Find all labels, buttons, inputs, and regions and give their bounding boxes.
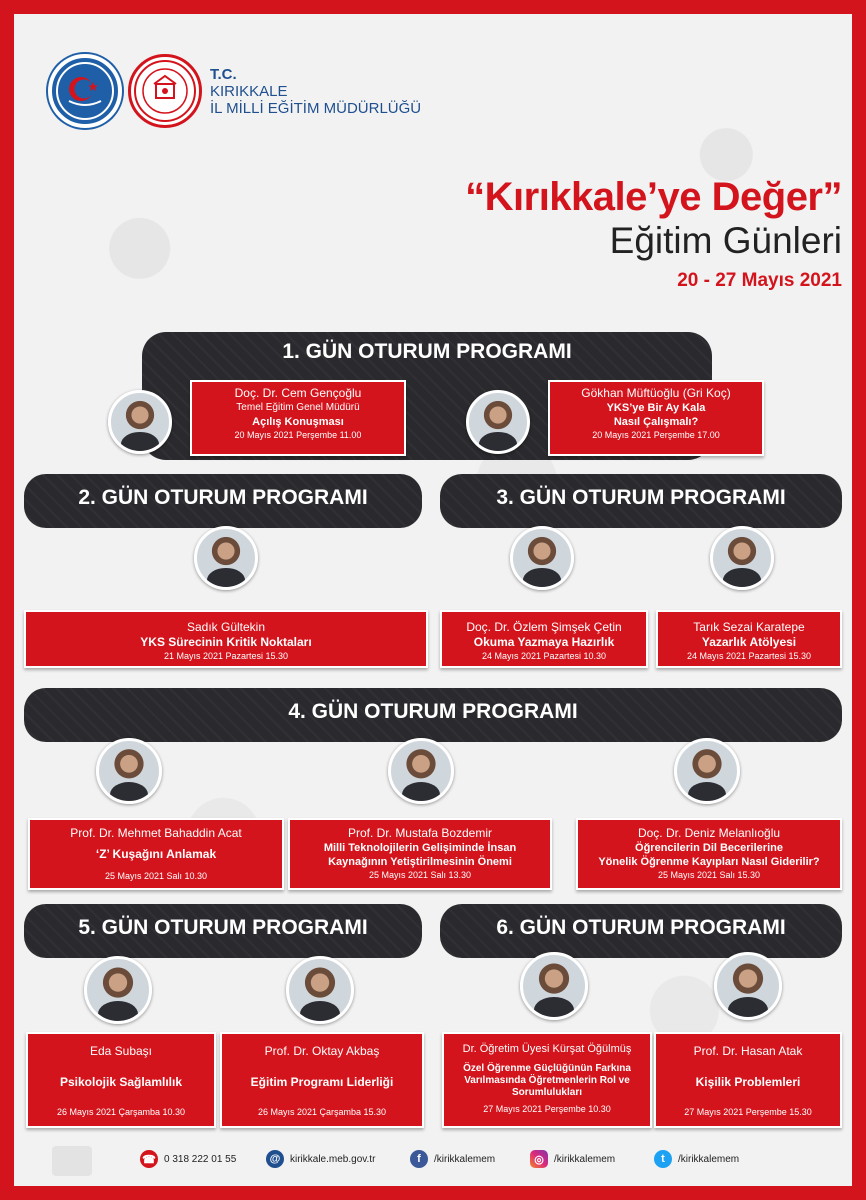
speaker-name: Prof. Dr. Oktay Akbaş (264, 1044, 380, 1058)
org-line1: T.C. (210, 66, 237, 83)
speaker-photo-day1-2 (466, 390, 530, 454)
day5-banner-title: 5. GÜN OTURUM PROGRAMI (78, 916, 368, 939)
crescent-star-icon (55, 61, 115, 121)
session-topic-line1: Özel Öğrenme Güçlüğünün Farkına (463, 1063, 631, 1074)
day4-banner (24, 688, 842, 742)
speaker-photo-day6-1 (520, 952, 588, 1020)
title-sub: Eğitim Günleri (609, 220, 842, 261)
session-date: 27 Mayıs 2021 Perşembe 15.30 (684, 1107, 812, 1117)
website-url: kirikkale.meb.gov.tr (290, 1153, 376, 1165)
session-date: 25 Mayıs 2021 Salı 15.30 (657, 870, 761, 880)
org-line3: İL MİLLİ EĞİTİM MÜDÜRLÜĞÜ (210, 100, 422, 117)
session-date: 24 Mayıs 2021 Pazartesi 10.30 (481, 651, 607, 661)
speaker-photo-day3-2 (710, 526, 774, 590)
event-dates: 20 - 27 Mayıs 2021 (677, 270, 842, 291)
twitter-icon: t (654, 1150, 672, 1168)
facebook-handle: /kirikkalemem (434, 1153, 496, 1165)
day4-banner-title: 4. GÜN OTURUM PROGRAMI (288, 700, 578, 723)
session-topic: Eğitim Programı Liderliği (250, 1075, 394, 1089)
web-icon: @ (266, 1150, 284, 1168)
speaker-name: Prof. Dr. Mustafa Bozdemir (347, 826, 493, 840)
vision-2023-logo (52, 1146, 92, 1176)
speaker-name: Doç. Dr. Deniz Melanlıoğlu (637, 826, 781, 840)
session-topic: Yazarlık Atölyesi (701, 635, 797, 649)
session-day1-1 (190, 380, 406, 456)
footer-instagram[interactable] (530, 1150, 615, 1168)
speaker-photo-day4-1 (96, 738, 162, 804)
speaker-name: Tarık Sezai Karatepe (693, 620, 805, 634)
speaker-photo-day2-1 (194, 526, 258, 590)
day6-banner-title: 6. GÜN OTURUM PROGRAMI (496, 916, 786, 939)
session-date: 25 Mayıs 2021 Salı 10.30 (104, 871, 208, 881)
speaker-photo-day4-3 (674, 738, 740, 804)
session-date: 20 Mayıs 2021 Perşembe 11.00 (234, 430, 362, 440)
session-date: 26 Mayıs 2021 Çarşamba 15.30 (257, 1107, 387, 1117)
session-date: 26 Mayıs 2021 Çarşamba 10.30 (56, 1107, 186, 1117)
meb-logo (128, 54, 202, 128)
event-title (302, 174, 842, 296)
session-topic: Psikolojik Sağlamlılık (59, 1075, 183, 1089)
day5-banner (24, 904, 422, 958)
speaker-photo-day1-1 (108, 390, 172, 454)
session-day5-2 (220, 1032, 424, 1128)
poster (14, 14, 852, 1186)
ministry-seal-icon (132, 58, 198, 124)
instagram-handle: /kirikkalemem (554, 1153, 616, 1165)
speaker-name: Prof. Dr. Mehmet Bahaddin Acat (70, 826, 242, 840)
day2-banner (24, 474, 422, 528)
phone-icon: ☎ (140, 1150, 158, 1168)
session-topic-line1: Öğrencilerin Dil Becerilerine (635, 842, 783, 854)
session-day2-1 (24, 610, 428, 668)
session-date: 25 Mayıs 2021 Salı 13.30 (368, 870, 472, 880)
speaker-name: Doç. Dr. Özlem Şimşek Çetin (466, 620, 622, 634)
speaker-role: Temel Eğitim Genel Müdürü (236, 402, 360, 413)
footer-facebook[interactable] (410, 1150, 495, 1168)
session-day5-1 (26, 1032, 216, 1128)
day6-banner (440, 904, 842, 958)
session-date: 24 Mayıs 2021 Pazartesi 15.30 (686, 651, 812, 661)
session-day4-3 (576, 818, 842, 890)
session-topic-line2: Nasıl Çalışmalı? (613, 416, 699, 428)
session-topic: ‘Z’ Kuşağını Anlamak (95, 847, 217, 861)
speaker-photo-day3-1 (510, 526, 574, 590)
footer-website[interactable] (266, 1150, 375, 1168)
session-topic: Okuma Yazmaya Hazırlık (473, 635, 615, 649)
speaker-name: Eda Subaşı (89, 1044, 153, 1058)
session-date: 20 Mayıs 2021 Perşembe 17.00 (592, 430, 720, 440)
session-day6-2 (654, 1032, 842, 1128)
valilik-logo (48, 54, 122, 128)
session-date: 27 Mayıs 2021 Perşembe 10.30 (483, 1104, 611, 1114)
session-topic-line1: Milli Teknolojilerin Gelişiminde İnsan (323, 842, 517, 854)
session-topic-line2: Kaynağının Yetiştirilmesinin Önemi (328, 856, 512, 868)
session-day4-2 (288, 818, 552, 890)
day1-banner-title: 1. GÜN OTURUM PROGRAMI (282, 340, 572, 363)
speaker-name: Prof. Dr. Hasan Atak (693, 1044, 803, 1058)
twitter-handle: /kirikkalemem (678, 1153, 740, 1165)
speaker-name: Dr. Öğretim Üyesi Kürşat Öğülmüş (462, 1043, 632, 1055)
organization-name (210, 66, 421, 117)
session-day3-2 (656, 610, 842, 668)
day3-banner-title: 3. GÜN OTURUM PROGRAMI (496, 486, 786, 509)
speaker-name: Doç. Dr. Cem Gençoğlu (234, 386, 362, 400)
session-topic-line2: Yönelik Öğrenme Kayıpları Nasıl Giderilir? (598, 856, 820, 868)
speaker-photo-day6-2 (714, 952, 782, 1020)
speaker-name: Sadık Gültekin (186, 620, 266, 634)
session-day3-1 (440, 610, 648, 668)
session-topic-line1: YKS’ye Bir Ay Kala (606, 402, 706, 414)
session-topic: Açılış Konuşması (252, 416, 344, 428)
session-topic: Kişilik Problemleri (695, 1075, 801, 1089)
speaker-name: Gökhan Müftüoğlu (Gri Koç) (581, 386, 731, 400)
session-date: 21 Mayıs 2021 Pazartesi 15.30 (163, 651, 289, 661)
speaker-photo-day5-2 (286, 956, 354, 1024)
org-line2: KIRIKKALE (210, 83, 288, 100)
session-day6-1 (442, 1032, 652, 1128)
session-topic: YKS Sürecinin Kritik Noktaları (140, 635, 312, 649)
session-topic-line3: Sorumlulukları (511, 1087, 582, 1098)
title-main: “Kırıkkale’ye Değer” (465, 175, 842, 219)
speaker-photo-day5-1 (84, 956, 152, 1024)
facebook-icon: f (410, 1150, 428, 1168)
footer-phone[interactable] (140, 1150, 236, 1168)
instagram-icon: ◎ (530, 1150, 548, 1168)
session-day4-1 (28, 818, 284, 890)
session-topic-line2: Varılmasında Öğretmenlerin Rol ve (464, 1075, 630, 1086)
footer-twitter[interactable] (654, 1150, 739, 1168)
day3-banner (440, 474, 842, 528)
speaker-photo-day4-2 (388, 738, 454, 804)
session-day1-2 (548, 380, 764, 456)
day2-banner-title: 2. GÜN OTURUM PROGRAMI (78, 486, 368, 509)
phone-number: 0 318 222 01 55 (164, 1153, 237, 1165)
